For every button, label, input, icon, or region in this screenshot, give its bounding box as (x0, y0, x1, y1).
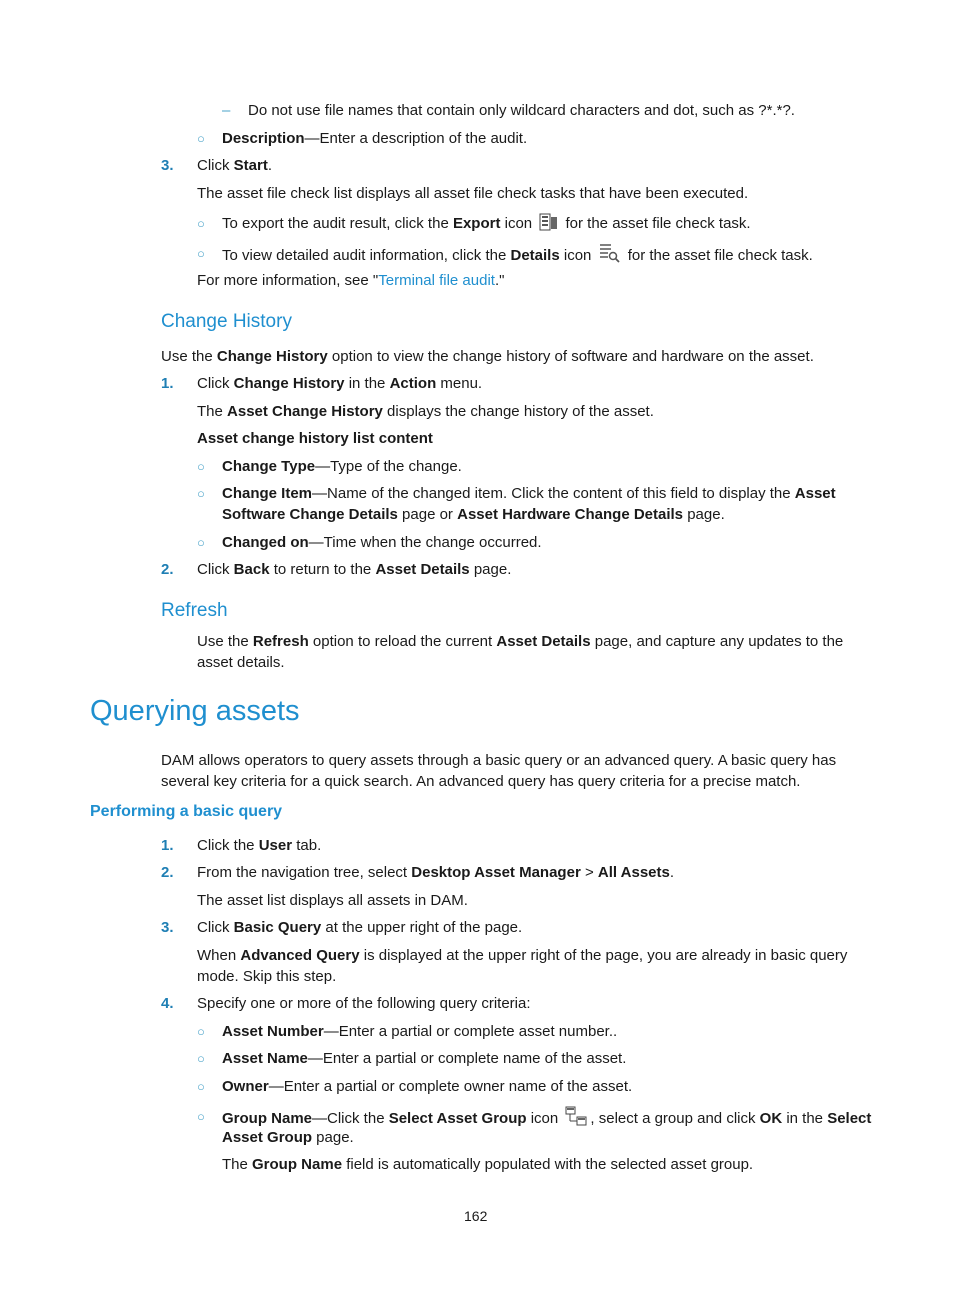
owner-item: Owner—Enter a partial or complete owner name of the asset. (222, 1078, 633, 1095)
step-text: Click Start. (197, 157, 273, 174)
export-icon (539, 213, 558, 237)
group-name-item: Group Name—Click the Select Asset Group icon , select a group and click OK in the Select (222, 1106, 871, 1132)
list-bullet: ○ (197, 486, 205, 501)
paragraph-continued: several key criteria for a quick search. An advanced query has query criteria for a precise match. (161, 773, 801, 790)
terminal-file-audit-link[interactable]: Terminal file audit (378, 272, 495, 289)
paragraph: The asset list displays all assets in DAM. (197, 892, 468, 909)
paragraph: The asset file check list displays all asset file check tasks that have been executed. (197, 185, 749, 202)
list-bullet: ○ (197, 246, 205, 261)
wildcard-note: Do not use file names that contain only wildcard characters and dot, such as ?*.*?. (248, 102, 795, 119)
step-text: Click Change History in the Action menu. (197, 375, 483, 392)
step-text: From the navigation tree, select Desktop Asset Manager > All Assets. (197, 864, 675, 881)
paragraph-continued: asset details. (197, 654, 285, 671)
chapter-heading-querying-assets: Querying assets (90, 695, 300, 727)
details-item: To view detailed audit information, click the Details icon for the asset file check task. (222, 243, 813, 269)
paragraph: DAM allows operators to query assets through a basic query or an advanced query. A basic query has (161, 752, 837, 769)
step-text: Click Basic Query at the upper right of the page. (197, 919, 523, 936)
paragraph: The Asset Change History displays the change history of the asset. (197, 403, 654, 420)
list-bullet: ○ (197, 216, 205, 231)
list-bullet: ○ (197, 459, 205, 474)
step-number: 3. (161, 157, 174, 174)
changed-on-item: Changed on—Time when the change occurred. (222, 534, 542, 551)
group-name-continued: Asset Group page. (222, 1129, 354, 1146)
more-info: For more information, see "Terminal file audit." (197, 272, 505, 289)
paragraph: Use the Change History option to view the change history of software and hardware on the asset. (161, 348, 814, 365)
list-title: Asset change history list content (197, 430, 433, 447)
paragraph: The Group Name field is automatically populated with the selected asset group. (222, 1156, 754, 1173)
change-item-item: Change Item—Name of the changed item. Click the content of this field to display the Asset (222, 485, 836, 502)
step-number: 2. (161, 864, 174, 881)
description-item: Description—Enter a description of the audit. (222, 130, 528, 147)
list-bullet: ○ (197, 1079, 205, 1094)
list-bullet: ○ (197, 1024, 205, 1039)
list-bullet: ○ (197, 1109, 205, 1124)
paragraph: When Advanced Query is displayed at the upper right of the page, you are already in basic query (197, 947, 848, 964)
details-icon (599, 243, 621, 269)
page-number: 162 (464, 1208, 488, 1224)
change-type-item: Change Type—Type of the change. (222, 458, 462, 475)
dash-bullet: – (222, 102, 231, 119)
asset-name-item: Asset Name—Enter a partial or complete name of the asset. (222, 1050, 627, 1067)
asset-number-item: Asset Number—Enter a partial or complete asset number.. (222, 1023, 618, 1040)
select-asset-group-icon (565, 1106, 587, 1132)
step-number: 1. (161, 375, 174, 392)
step-number: 3. (161, 919, 174, 936)
paragraph: Use the Refresh option to reload the current Asset Details page, and capture any updates to the (197, 633, 844, 650)
change-item-continued: Software Change Details page or Asset Hardware Change Details page. (222, 506, 725, 523)
section-heading-refresh: Refresh (161, 600, 228, 621)
list-bullet: ○ (197, 1051, 205, 1066)
step-text: Click Back to return to the Asset Details page. (197, 561, 512, 578)
export-item: To export the audit result, click the Export icon for the asset file check task. (222, 213, 751, 237)
step-number: 1. (161, 837, 174, 854)
subsection-heading-basic-query: Performing a basic query (90, 803, 283, 820)
list-bullet: ○ (197, 131, 205, 146)
step-number: 2. (161, 561, 174, 578)
list-bullet: ○ (197, 535, 205, 550)
paragraph-continued: mode. Skip this step. (197, 968, 337, 985)
step-text: Specify one or more of the following query criteria: (197, 995, 531, 1012)
step-number: 4. (161, 995, 174, 1012)
step-text: Click the User tab. (197, 837, 322, 854)
section-heading-change-history: Change History (161, 311, 292, 332)
